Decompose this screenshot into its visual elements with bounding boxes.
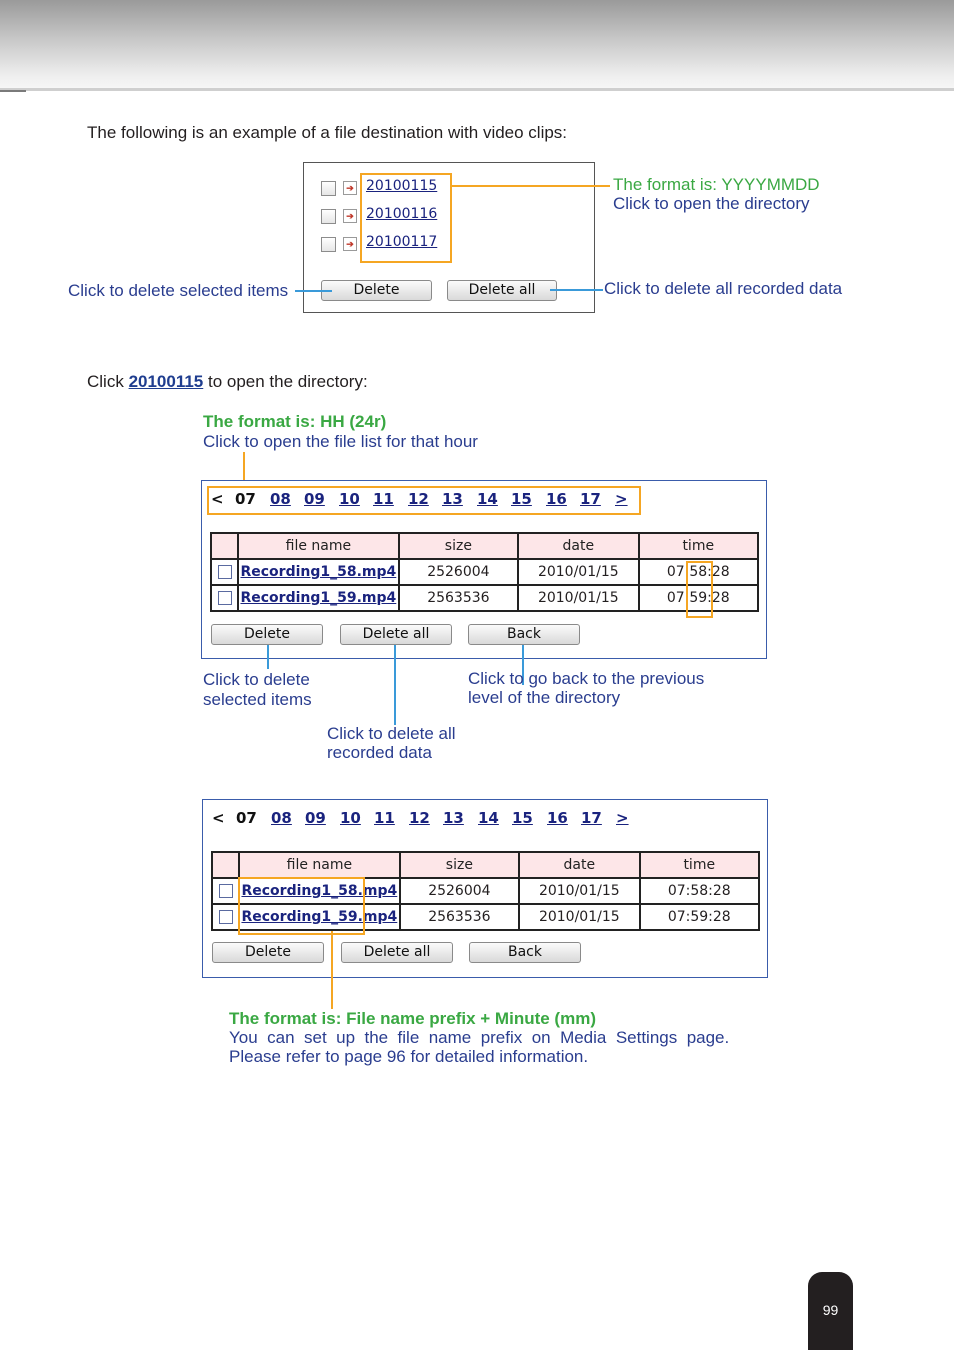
page-header-band <box>0 0 954 90</box>
date-link-20100115[interactable]: 20100115 <box>128 372 204 391</box>
hour-link-11[interactable]: 11 <box>374 809 395 827</box>
callout-back-2: level of the directory <box>468 688 621 707</box>
callout-back-1: Click to go back to the previous <box>468 669 705 688</box>
hour-link-16[interactable]: 16 <box>546 490 567 508</box>
delete-button[interactable]: Delete <box>212 942 324 963</box>
file-time: 07:59:28 <box>639 585 758 611</box>
callout-delete-selected-2: selected items <box>203 690 312 709</box>
hour-link-14[interactable]: 14 <box>478 809 499 827</box>
callout-delete-all-2: recorded data <box>327 743 432 762</box>
leader-line <box>267 645 269 669</box>
hour-link-17[interactable]: 17 <box>581 809 602 827</box>
column-header: file name <box>238 533 399 559</box>
prev-hour-link[interactable]: < <box>212 809 225 827</box>
column-header: size <box>400 852 519 878</box>
file-size: 2526004 <box>400 878 519 904</box>
delete-button[interactable]: Delete <box>211 624 323 645</box>
column-header: date <box>519 852 639 878</box>
delete-all-button[interactable]: Delete all <box>341 942 453 963</box>
delete-button[interactable]: Delete <box>321 280 432 301</box>
hour-link-10[interactable]: 10 <box>340 809 361 827</box>
hour-nav <box>212 809 652 829</box>
leader-line <box>550 289 603 291</box>
checkbox-20100115[interactable] <box>321 181 336 196</box>
row-checkbox[interactable] <box>218 565 232 579</box>
file-link[interactable]: Recording1_59.mp4 <box>240 590 397 606</box>
row-checkbox[interactable] <box>219 884 233 898</box>
filename-highlight-box <box>238 877 365 935</box>
file-time: 07:58:28 <box>639 559 758 585</box>
callout-hour-format: The format is: HH (24r) <box>203 412 387 431</box>
checkbox-20100117[interactable] <box>321 237 336 252</box>
file-table <box>210 532 759 612</box>
hour-link-14[interactable]: 14 <box>477 490 498 508</box>
checkbox-20100116[interactable] <box>321 209 336 224</box>
leader-line <box>295 290 332 292</box>
hour-link-08[interactable]: 08 <box>271 809 292 827</box>
hour-link-12[interactable]: 12 <box>408 490 429 508</box>
file-size: 2526004 <box>399 559 518 585</box>
open-directory-instruction <box>87 372 368 392</box>
intro-text: The following is an example of a file destination with video clips: <box>87 123 568 142</box>
prev-hour-link[interactable]: < <box>211 490 224 508</box>
page-number: 99 <box>822 1302 839 1318</box>
column-header: size <box>399 533 518 559</box>
date-highlight-box <box>360 173 452 263</box>
callout-open-directory: Click to open the directory <box>613 194 810 213</box>
page-number-tab <box>808 1272 853 1350</box>
hour-link-17[interactable]: 17 <box>580 490 601 508</box>
current-hour: 07 <box>236 809 257 827</box>
current-hour: 07 <box>235 490 256 508</box>
back-button[interactable]: Back <box>468 624 580 645</box>
next-hour-link[interactable]: > <box>616 809 629 827</box>
hour-link-15[interactable]: 15 <box>511 490 532 508</box>
file-time: 07:59:28 <box>640 904 759 930</box>
folder-arrow-icon: ➔ <box>343 209 357 223</box>
file-date: 2010/01/15 <box>518 559 638 585</box>
hour-link-10[interactable]: 10 <box>339 490 360 508</box>
instruction-text: Click <box>87 372 129 391</box>
callout-date-format: The format is: YYYYMMDD <box>613 175 820 194</box>
column-header: time <box>639 533 758 559</box>
hour-link-08[interactable]: 08 <box>270 490 291 508</box>
column-header: date <box>518 533 638 559</box>
instruction-text: to open the directory: <box>203 372 368 391</box>
callout-refer-page: Please refer to page 96 for detailed information. <box>229 1047 589 1066</box>
callout-delete-all-1: Click to delete all <box>327 724 456 743</box>
minute-highlight-box <box>686 561 713 618</box>
callout-filename-prefix: You can set up the file name prefix on Media Settings page. <box>229 1028 730 1047</box>
file-date: 2010/01/15 <box>519 904 639 930</box>
hour-link-16[interactable]: 16 <box>547 809 568 827</box>
table-row <box>211 585 758 611</box>
hour-highlight-box <box>207 486 641 515</box>
hour-link-13[interactable]: 13 <box>442 490 463 508</box>
select-column-header <box>211 533 238 559</box>
file-link[interactable]: Recording1_58.mp4 <box>240 564 397 580</box>
callout-filename-format: The format is: File name prefix + Minute (mm) <box>229 1009 596 1028</box>
hour-link-11[interactable]: 11 <box>373 490 394 508</box>
callout-delete-selected: Click to delete selected items <box>68 281 289 300</box>
folder-arrow-icon: ➔ <box>343 237 357 251</box>
next-hour-link[interactable]: > <box>615 490 628 508</box>
callout-delete-all: Click to delete all recorded data <box>604 279 843 298</box>
file-time: 07:58:28 <box>640 878 759 904</box>
callout-open-hour: Click to open the file list for that hour <box>203 432 478 451</box>
select-column-header <box>212 852 239 878</box>
column-header: file name <box>239 852 400 878</box>
date-folder-link[interactable]: 20100117 <box>366 234 438 250</box>
hour-link-12[interactable]: 12 <box>409 809 430 827</box>
hour-link-09[interactable]: 09 <box>305 809 326 827</box>
column-header: time <box>640 852 759 878</box>
row-checkbox[interactable] <box>218 591 232 605</box>
delete-all-button[interactable]: Delete all <box>340 624 452 645</box>
delete-all-button[interactable]: Delete all <box>447 280 557 301</box>
hour-link-13[interactable]: 13 <box>443 809 464 827</box>
hour-link-09[interactable]: 09 <box>304 490 325 508</box>
callout-delete-selected-1: Click to delete <box>203 670 310 689</box>
file-date: 2010/01/15 <box>519 878 639 904</box>
date-folder-link[interactable]: 20100115 <box>366 178 438 194</box>
leader-line <box>450 185 610 187</box>
hour-link-15[interactable]: 15 <box>512 809 533 827</box>
file-size: 2563536 <box>400 904 519 930</box>
folder-arrow-icon: ➔ <box>343 181 357 195</box>
file-date: 2010/01/15 <box>518 585 638 611</box>
header-tab-mark <box>0 90 26 92</box>
row-checkbox[interactable] <box>219 910 233 924</box>
file-size: 2563536 <box>399 585 518 611</box>
file-link[interactable]: Recording1_58.mp4 <box>241 883 398 899</box>
date-folder-link[interactable]: 20100116 <box>366 206 438 222</box>
table-row <box>211 559 758 585</box>
file-link[interactable]: Recording1_59.mp4 <box>241 909 398 925</box>
header-divider <box>0 88 954 91</box>
leader-line <box>394 645 396 725</box>
back-button[interactable]: Back <box>469 942 581 963</box>
leader-line <box>331 931 333 1009</box>
